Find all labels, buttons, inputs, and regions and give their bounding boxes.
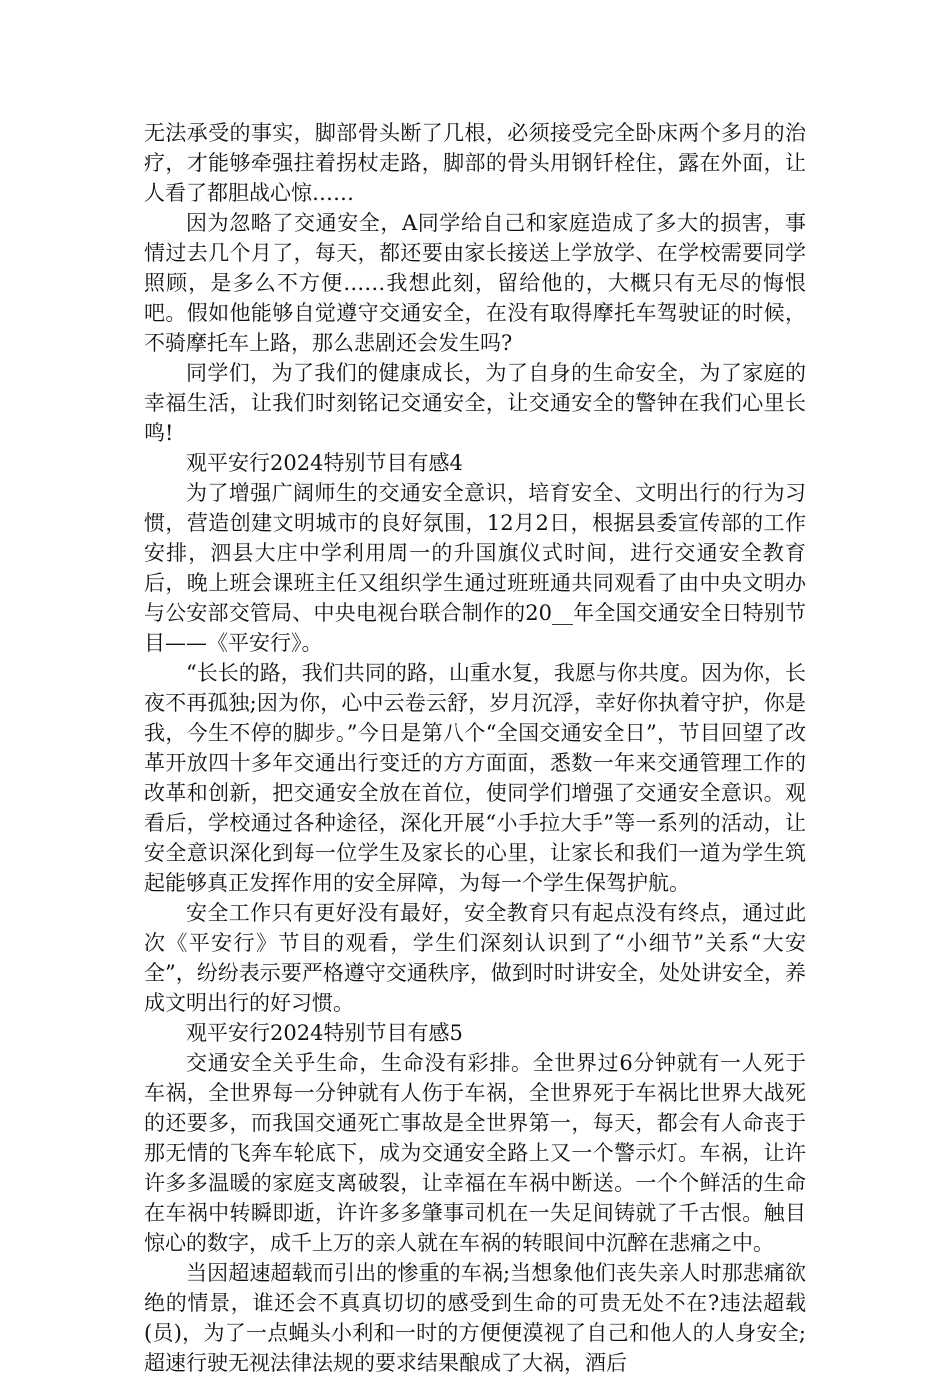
paragraph-3: 同学们，为了我们的健康成长，为了自身的生命安全，为了家庭的幸福生活，让我们时刻铭记交通安全，让交通安全的警钟在我们心里长鸣! <box>144 361 806 445</box>
paragraph-7: 安全工作只有更好没有最好，安全教育只有起点没有终点，通过此次《平安行》节目的观看，学生们深刻认识到了“小细节”关系“大安全”，纷纷表示要严格遵守交通秩序，做到时时讲安全，处处讲安全，养成文明出行的好习惯。 <box>144 901 806 1015</box>
paragraph-2: 因为忽略了交通安全，A同学给自己和家庭造成了多大的损害，事情过去几个月了，每天，都还要由家长接送上学放学、在学校需要同学照顾，是多么不方便……我想此刻，留给他的，大概只有无尽的悔恨吧。假如他能够自觉遵守交通安全，在没有取得摩托车驾驶证的时候，不骑摩托车上路，那么悲剧还会发生吗? <box>144 211 806 355</box>
paragraph-1: 无法承受的事实，脚部骨头断了几根，必须接受完全卧床两个多月的治疗，才能够牵强拄着拐杖走路，脚部的骨头用钢钎栓住，露在外面，让人看了都胆战心惊…… <box>144 121 806 205</box>
paragraph-10: 当因超速超载而引出的惨重的车祸;当想象他们丧失亲人时那悲痛欲绝的情景，谁还会不真真切切的感受到生命的可贵无处不在?违法超载(员)，为了一点蝇头小利和一时的方便便漠视了自己和他人的人身安全;超速行驶无视法律法规的要求结果酿成了大祸，酒后 <box>144 1261 806 1375</box>
section-heading-4: 观平安行2024特别节目有感4 <box>186 451 463 475</box>
paragraph-6: “长长的路，我们共同的路，山重水复，我愿与你共度。因为你，长夜不再孤独;因为你，心中云卷云舒，岁月沉浮，幸好你执着守护，你是我，今生不停的脚步。”今日是第八个“全国交通安全日”，节目回望了改革开放四十多年交通出行变迁的方方面面，悉数一年来交通管理工作的改革和创新，把交通安全放在首位，使同学们增强了交通安全意识。观看后，学校通过各种途径，深化开展“小手拉大手”等一系列的活动，让安全意识深化到每一位学生及家长的心里，让家长和我们一道为学生筑起能够真正发挥作用的安全屏障，为每一个学生保驾护航。 <box>144 661 806 895</box>
document-page <box>144 118 806 1378</box>
paragraph-5: 为了增强广阔师生的交通安全意识，培育安全、文明出行的行为习惯，营造创建文明城市的良好氛围，12月2日，根据县委宣传部的工作安排，泗县大庄中学利用周一的升国旗仪式时间，进行交通安全教育后，晚上班会课班主任又组织学生通过班班通共同观看了由中央文明办与公安部交管局、中央电视台联合制作的20__年全国交通安全日特别节目——《平安行》。 <box>144 481 806 655</box>
paragraph-9: 交通安全关乎生命，生命没有彩排。全世界过6分钟就有一人死于车祸，全世界每一分钟就有人伤于车祸，全世界死于车祸比世界大战死的还要多，而我国交通死亡事故是全世界第一，每天，都会有人命丧于那无情的飞奔车轮底下，成为交通安全路上又一个警示灯。车祸，让许许多多温暖的家庭支离破裂，让幸福在车祸中断送。一个个鲜活的生命在车祸中转瞬即逝，许许多多肇事司机在一失足间铸就了千古恨。触目惊心的数字，成千上万的亲人就在车祸的转眼间中沉醉在悲痛之中。 <box>144 1051 806 1255</box>
section-heading-5: 观平安行2024特别节目有感5 <box>186 1021 463 1045</box>
